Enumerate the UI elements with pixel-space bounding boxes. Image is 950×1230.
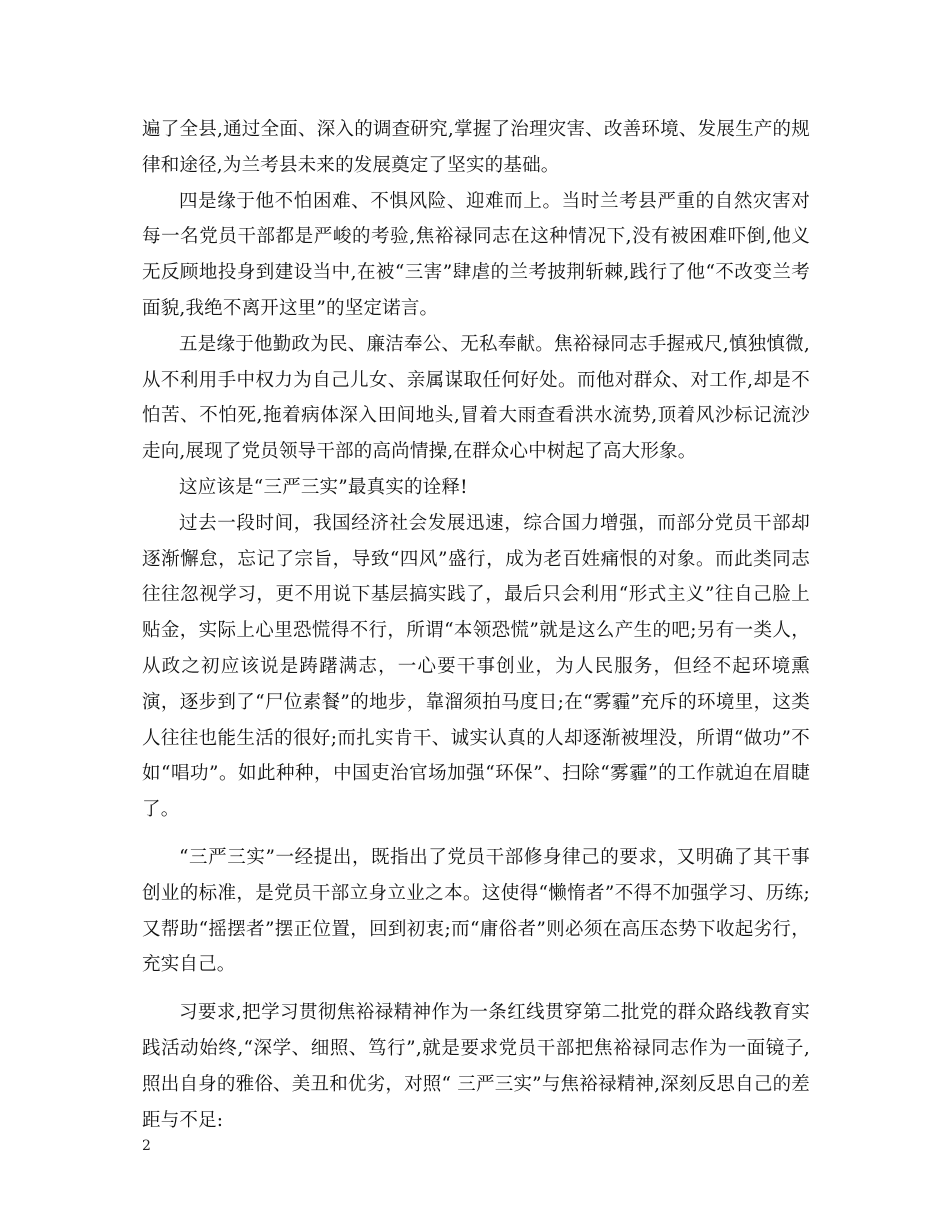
- paragraph-summary: 这应该是“三严三实”最真实的诠释!: [179, 476, 468, 498]
- paragraph-requirements: 习要求,把学习贯彻焦裕禄精神作为一条红线贯穿第二批党的群众路线教育实践活动始终,“深学、细照、笃行”,就是要求党员干部把焦裕禄同志作为一面镜子,照出自身的雅俗、美丑和优劣，对照“ 三严三实”与焦裕禄精神,深刻反思自己的差距与不足:: [142, 1002, 810, 1131]
- paragraph-point-four: 四是缘于他不怕困难、不惧风险、迎难而上。当时兰考县严重的自然灾害对每一名党员干部都是严峻的考验,焦裕禄同志在这种情况下,没有被困难吓倒,他义无反顾地投身到建设当中,在被“三害”肆虐的兰考披荆斩棘,践行了他“不改变兰考面貌,我绝不离开这里”的坚定诺言。: [142, 190, 810, 319]
- paragraph-past-period: 过去一段时间，我国经济社会发展迅速，综合国力增强，而部分党员干部却逐渐懈怠，忘记了宗旨，导致“四风”盛行，成为老百姓痛恨的对象。而此类同志往往忽视学习，更不用说下基层搞实践了，最后只会利用“形式主义”往自己脸上贴金，实际上心里恐慌得不行，所谓“本领恐慌”就是这么产生的吧;另有一类人，从政之初应该说是踌躇满志，一心要干事创业，为人民服务，但经不起环境熏演，逐步到了“尸位素餐”的地步，靠溜须拍马度日;在“雾霾”充斥的环境里，这类人往往也能生活的很好;而扎实肯干、诚实认真的人却逐渐被埋没，所谓“做功”不如“唱功”。如此种种，中国吏治官场加强“环保”、扫除“雾霾”的工作就迫在眉睫了。: [142, 512, 810, 821]
- paragraph-point-five: 五是缘于他勤政为民、廉洁奉公、无私奉献。焦裕禄同志手握戒尺,慎独慎微,从不利用手中权力为自己儿女、亲属谋取任何好处。而他对群众、对工作,却是不怕苦、不怕死,拖着病体深入田间地头,冒着大雨查看洪水流势,顶着风沙标记流沙走向,展现了党员领导干部的高尚情操,在群众心中树起了高大形象。: [142, 333, 810, 463]
- paragraph-three-stricts: “三严三实”一经提出，既指出了党员干部修身律己的要求，又明确了其干事创业的标准，是党员干部立身立业之本。这使得“懒惰者”不得不加强学习、历练;又帮助“摇摆者”摆正位置，回到初衷;而“庸俗者”则必须在高压态势下收起劣行，充实自己。: [142, 846, 810, 976]
- paragraph-continuation: 遍了全县,通过全面、深入的调查研究,掌握了治理灾害、改善环境、发展生产的规律和途径,为兰考县未来的发展奠定了坚实的基础。: [142, 119, 810, 176]
- page-number: 2: [142, 1138, 151, 1154]
- document-body: [142, 112, 810, 1138]
